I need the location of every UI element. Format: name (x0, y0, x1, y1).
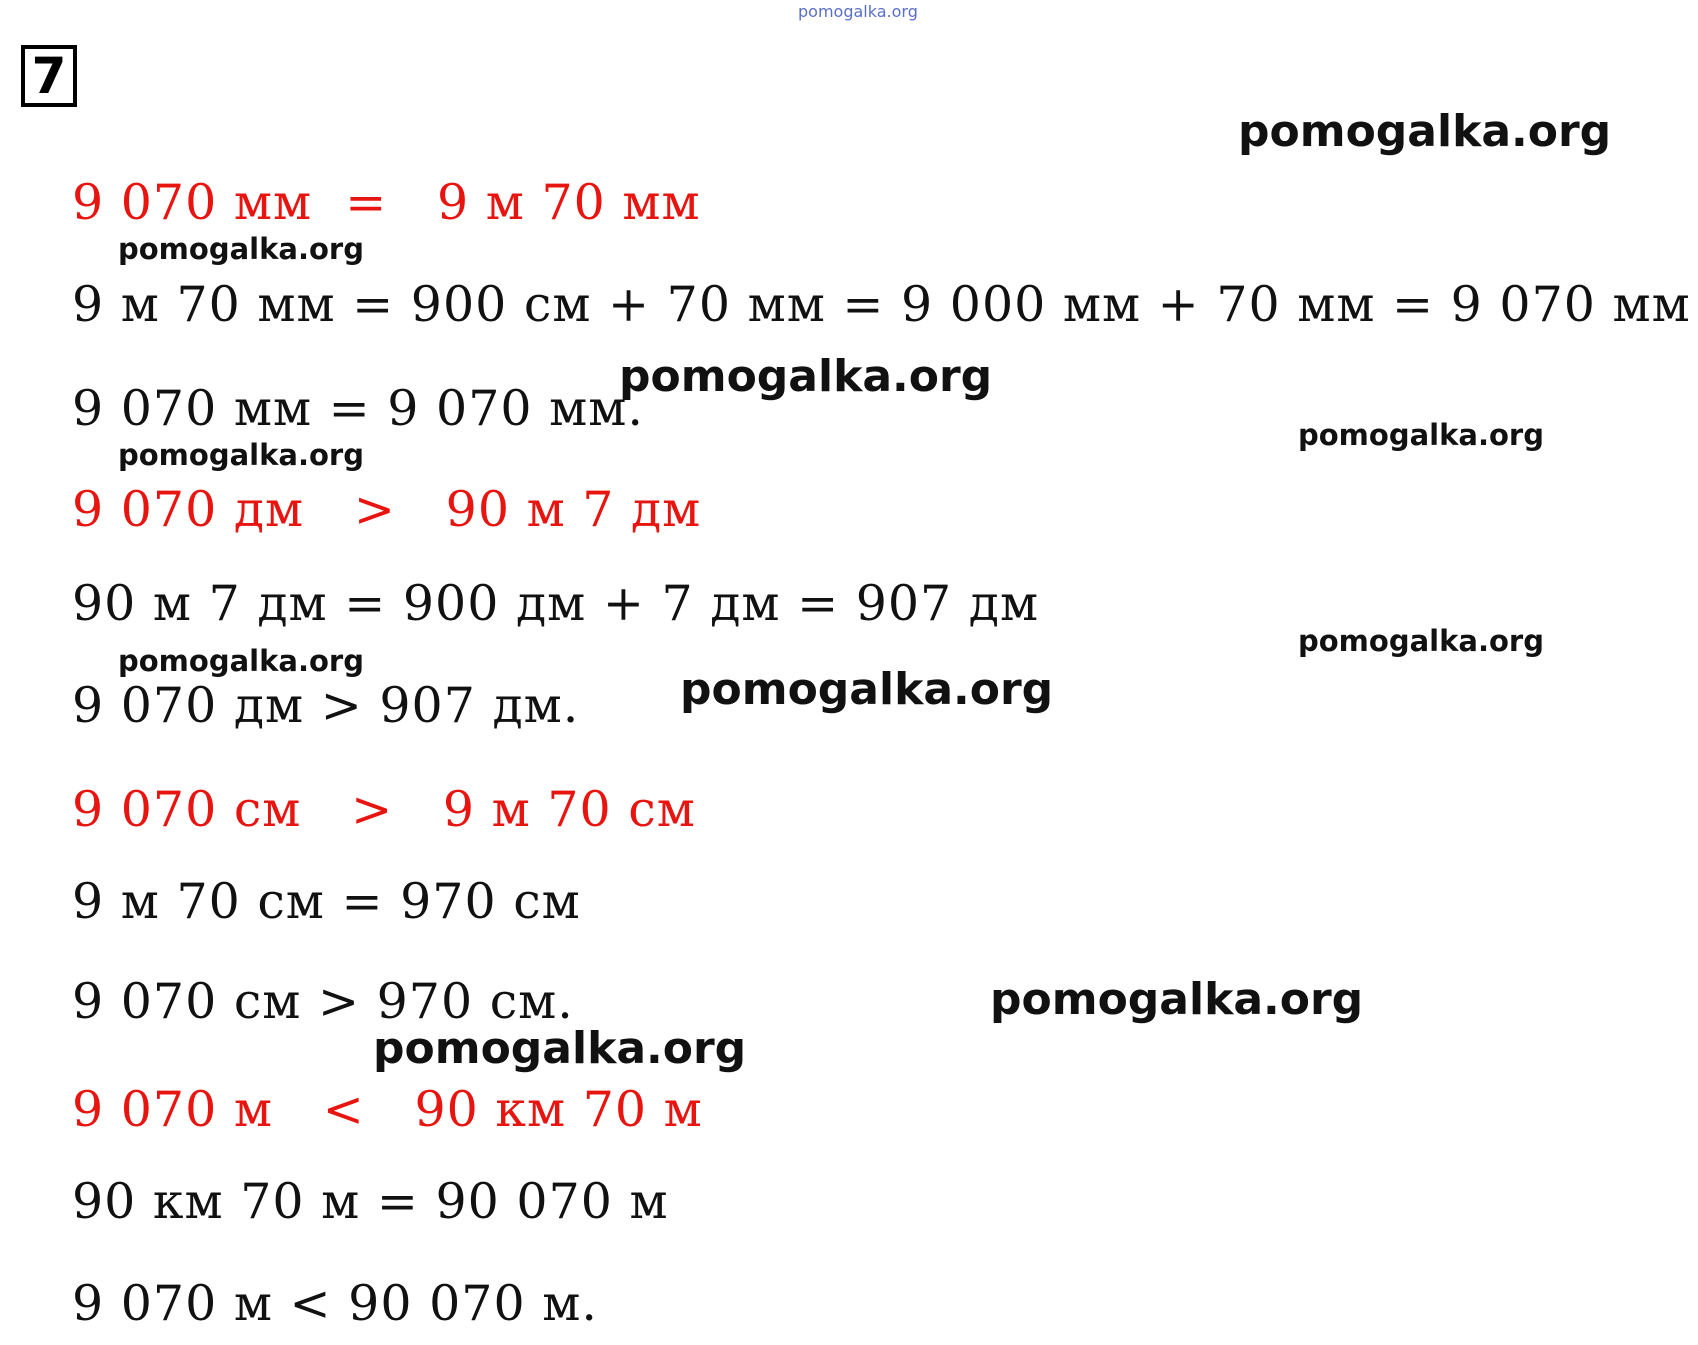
watermark-7: pomogalka.org (118, 644, 364, 678)
comparison-4-statement: 9 070 м < 90 км 70 м (72, 1081, 703, 1138)
watermark-4: pomogalka.org (1298, 418, 1544, 452)
watermark-9: pomogalka.org (990, 974, 1364, 1025)
task-number: 7 (31, 47, 67, 105)
comparison-2-line-1: 90 м 7 дм = 900 дм + 7 дм = 907 дм (72, 575, 1040, 632)
comparison-3-line-2: 9 070 см > 970 см. (72, 973, 574, 1030)
watermark-top: pomogalka.org (798, 2, 918, 21)
comparison-2-statement: 9 070 дм > 90 м 7 дм (72, 481, 702, 538)
comparison-2-line-2: 9 070 дм > 907 дм. (72, 677, 580, 734)
watermark-8: pomogalka.org (680, 664, 1054, 715)
task-number-box (21, 45, 77, 107)
comparison-3-statement: 9 070 см > 9 м 70 см (72, 781, 696, 838)
watermark-10: pomogalka.org (373, 1023, 747, 1074)
comparison-1-statement: 9 070 мм = 9 м 70 мм (72, 174, 701, 231)
watermark-6: pomogalka.org (1298, 624, 1544, 658)
comparison-3-line-1: 9 м 70 см = 970 см (72, 873, 581, 930)
comparison-1-line-1: 9 м 70 мм = 900 см + 70 мм = 9 000 мм + 70 мм = 9 070 мм (72, 276, 1691, 333)
watermark-2: pomogalka.org (118, 232, 364, 266)
comparison-4-line-2: 9 070 м < 90 070 м. (72, 1275, 598, 1332)
comparison-1-line-2: 9 070 мм = 9 070 мм. (72, 380, 644, 437)
watermark-5: pomogalka.org (118, 438, 364, 472)
watermark-1: pomogalka.org (1238, 106, 1612, 157)
comparison-4-line-1: 90 км 70 м = 90 070 м (72, 1173, 669, 1230)
watermark-3: pomogalka.org (619, 351, 993, 402)
